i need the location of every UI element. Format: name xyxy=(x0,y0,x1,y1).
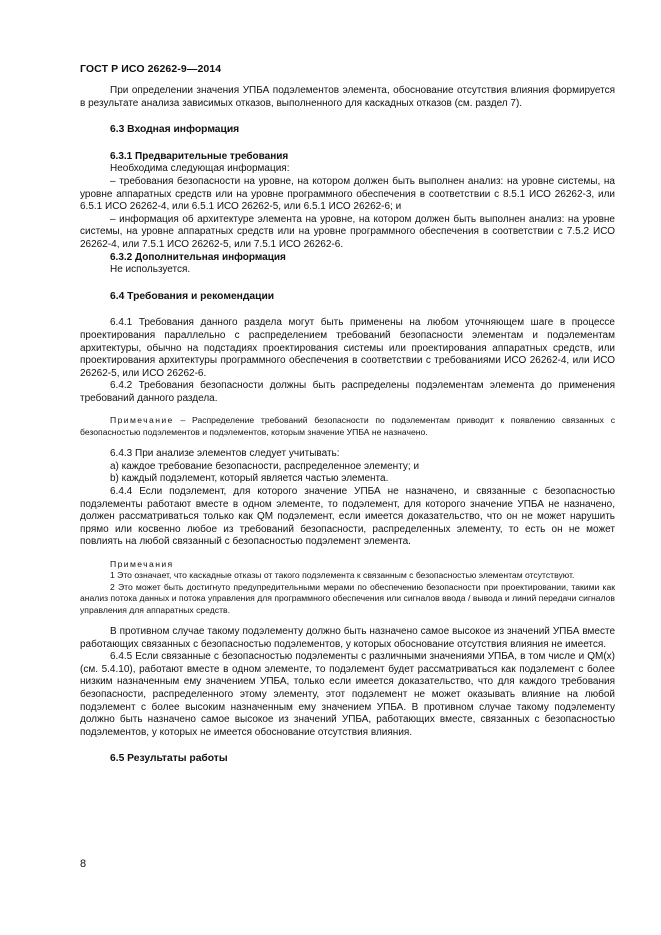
list-item: a) каждое требование безопасности, распределенное элементу; и xyxy=(110,460,420,472)
clause-6-4-4-continuation: В противном случае такому подэлементу должно быть назначено самое высокое из значений УПБА вместе работающих связанных с безопасностью подэлементов, у которых обоснование отсутствия влияния не имеется. xyxy=(80,626,615,650)
list-item: – требования безопасности на уровне, на котором должен быть выполнен анализ: на уровне системы, на уровне аппаратных средств или на уровне программного обеспечения в соответствии с 8.5.1 ИСО 26262-3, или 6.5.1 ИСО 26262-4, или 6.5.1 ИСО 26262-5, или 6.5.1 ИСО 26262-6; и xyxy=(80,175,615,213)
section-6-4-heading: 6.4 Требования и рекомендации xyxy=(110,290,275,302)
document-header: ГОСТ Р ИСО 26262-9—2014 xyxy=(80,63,222,75)
clause-6-4-1: 6.4.1 Требования данного раздела могут быть применены на любом уточняющем шаге в процессе проектирования параллельно с распределением требований безопасности элементам и подэлементам архитектуры, обычно на подстадиях проектирования системы или проектирования аппаратных средств, или проектирования архитектуры программного обеспечения в соответствии с требованиями ИСО 26262-4, или ИСО 26262-5, или ИСО 26262-6. xyxy=(80,317,615,379)
section-6-3-2-heading: 6.3.2 Дополнительная информация xyxy=(110,251,286,263)
document-body xyxy=(80,85,615,766)
intro-paragraph: При определении значения УПБА подэлементов элемента, обоснование отсутствия влияния формируется в результате анализа зависимых отказов, выполненного для каскадных отказов (см. раздел 7). xyxy=(80,85,615,109)
note-text: – Распределение требований безопасности по подэлементам приводит к появлению связанных с безопасностью подэлементов и подэлементов, которым значение УПБА не назначено. xyxy=(80,415,615,437)
note-1 xyxy=(80,415,615,438)
section-6-3-heading: 6.3 Входная информация xyxy=(110,124,240,136)
clause-6-4-3-lead: 6.4.3 При анализе элементов следует учитывать: xyxy=(110,448,340,460)
clause-6-4-5: 6.4.5 Если связанные с безопасностью подэлементы с различными значениями УПБА, в том числе и QM(x) (см. 5.4.10), работают вместе в одном элементе, то подэлемент будет рассматриваться как подэлемент с более низким назначенным ему значением УПБА, только если имеется доказательство, что для каждого требования безопасности, распределенного этому элементу, этот подэлемент не может оказывать влияние на любой подэлемент с более высоким назначенным ему значением УПБА. В противном случае такому подэлементу должно быть назначено самое высокое из значений УПБА, работающих вместе, связанных с безопасностью подэлементов, у которых не имеется обоснование отсутствия влияния. xyxy=(80,651,615,738)
section-6-3-1-lead: Необходима следующая информация: xyxy=(110,163,290,175)
note-item: 1 Это означает, что каскадные отказы от такого подэлемента к связанным с безопасностью элементам отсутствуют. xyxy=(110,570,575,581)
clause-6-4-4: 6.4.4 Если подэлемент, для которого значение УПБА не назначено, и связанные с безопасностью подэлементы работают вместе в одном элементе, то подэлемент, для которого значение УПБА не назначено, должен рассматриваться только как QM подэлемент, если имеется доказательство, что он не может нарушить прямо или косвенно любое из требований безопасности, распределенных элементу, то есть он не может повлиять на любой связанный с безопасностью подэлемент элемента. xyxy=(80,486,615,548)
note-item: 2 Это может быть достигнуто предупредительными мерами по обеспечению безопасности при проектировании, такими как анализ потока данных и потока управления для программного обеспечения или сигналов ввода / вывода и линий передачи сигналов управления для аппаратных средств. xyxy=(80,581,615,615)
section-6-3-1-heading: 6.3.1 Предварительные требования xyxy=(110,150,289,162)
list-item: – информация об архитектуре элемента на уровне, на котором должен быть выполнен анализ: на уровне системы, на уровне аппаратных средств или на уровне программного обеспечения в соответствии с 7.5.2 ИСО 26262-4, или 7.5.1 ИСО 26262-5, или 7.5.1 ИСО 26262-6. xyxy=(80,213,615,250)
list-item: b) каждый подэлемент, который является частью элемента. xyxy=(110,473,389,485)
section-6-3-2-text: Не используется. xyxy=(110,264,191,276)
page-number: 8 xyxy=(80,858,87,870)
notes-label: Примечания xyxy=(110,559,174,570)
note-label: Примечание xyxy=(110,415,174,426)
section-6-5-heading: 6.5 Результаты работы xyxy=(110,753,228,765)
clause-6-4-2: 6.4.2 Требования безопасности должны быть распределены подэлементам элемента до применения требований данного раздела. xyxy=(80,380,615,404)
